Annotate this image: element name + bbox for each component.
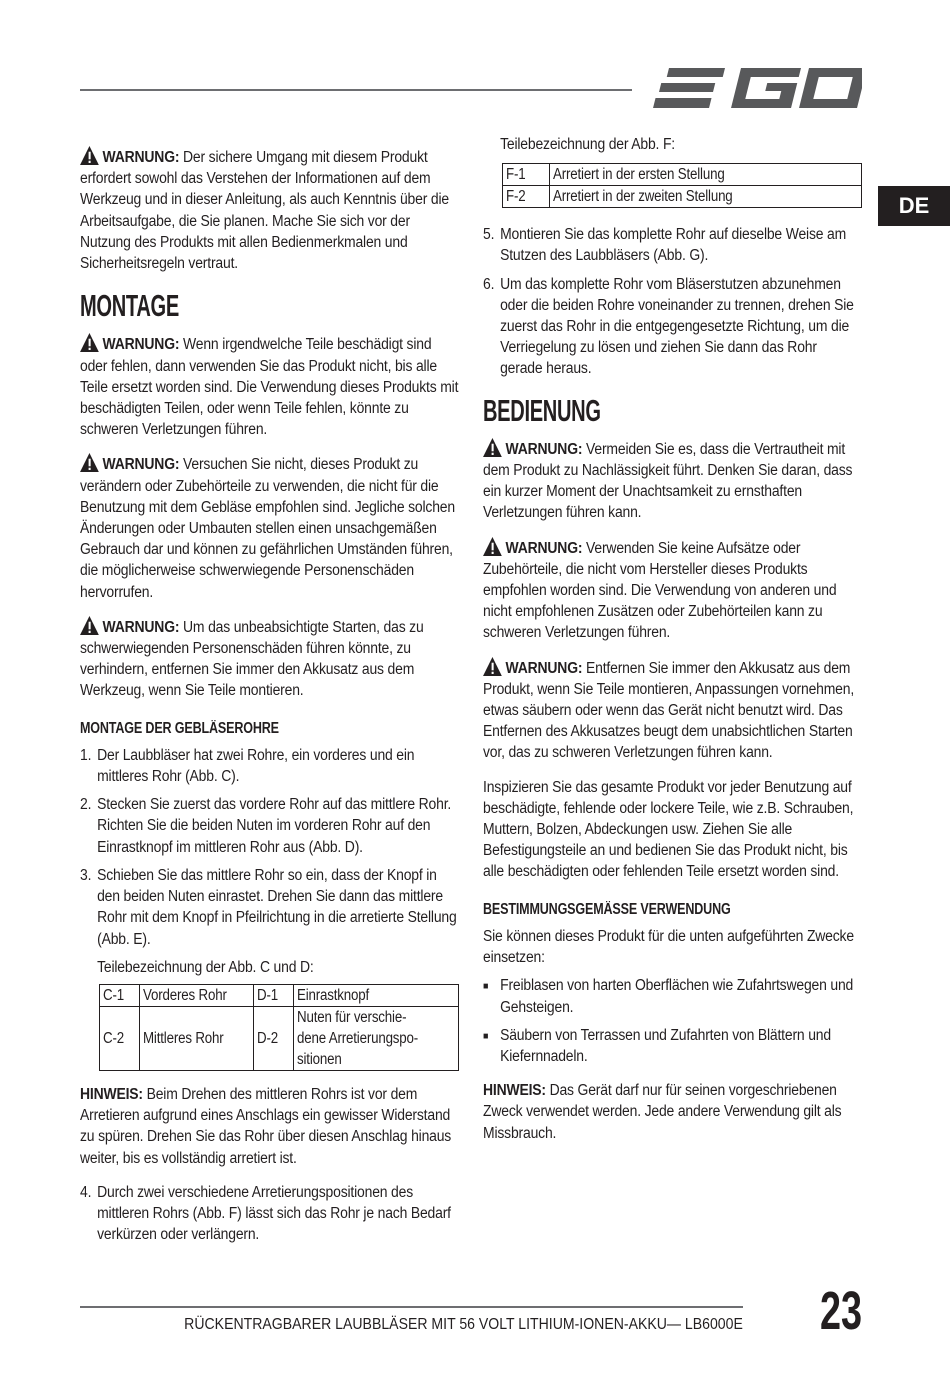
header-rule bbox=[80, 89, 632, 91]
page-number: 23 bbox=[819, 1281, 862, 1341]
table-row: C-1 Vorderes Rohr D-1 Einrastknopf bbox=[100, 984, 459, 1006]
warning-icon bbox=[80, 453, 99, 472]
list-item: 6. Um das komplette Rohr vom Bläserstutzen abzunehmen oder die beiden Rohre voneinander zu trennen, drehen Sie zuerst das Rohr in die entgegengesetzte Richtung, um die Verriegelung zu lösen und ziehen Sie dann das Rohr gerade heraus. bbox=[483, 275, 854, 378]
warning-icon bbox=[483, 438, 502, 457]
section-title-montage: MONTAGE bbox=[80, 288, 179, 324]
language-tab: DE bbox=[878, 186, 950, 226]
note-block: HINWEIS: Das Gerät darf nur für seinen vorgeschriebenen Zweck verwendet werden. Jede andere Verwendung gilt als Missbrauch. bbox=[483, 1082, 842, 1142]
list-item: 4. Durch zwei verschiedene Arretierungspositionen des mittleren Rohrs (Abb. F) lässt sich das Rohr je nach Bedarf verkürzen oder verlängern. bbox=[80, 1183, 451, 1244]
warning-block: WARNUNG: Um das unbeabsichtigte Starten, das zu schwerwiegenden Personenschäden führen könnte, zu verhindern, entfernen Sie immer den Akkusatz aus dem Werkzeug, wenn Sie Teile montieren. bbox=[80, 616, 460, 702]
bullet-item: ■ Freiblasen von harten Oberflächen wie Zufahrtswegen und Gehsteigen. bbox=[483, 977, 854, 1016]
right-column bbox=[483, 134, 863, 1144]
footer-title: RÜCKENTRAGBARER LAUBBLÄSER MIT 56 VOLT LITHIUM-IONEN-AKKU— LB6000E bbox=[184, 1316, 743, 1333]
note-block: HINWEIS: Beim Drehen des mittleren Rohrs ist vor dem Arretieren aufgrund eines Anschlags ein gewisser Widerstand zu spüren. Drehen Sie das Rohr über diesen Anschlag hinaus weiter, bis es vollständig arretiert ist. bbox=[80, 1085, 452, 1167]
bullet-item: ■ Säubern von Terrassen und Zufahrten von Blättern und Kiefernnadeln. bbox=[483, 1026, 831, 1065]
warning-block: WARNUNG: Entfernen Sie immer den Akkusatz aus dem Produkt, wenn Sie Teile montieren, Anpassungen vornehmen, etwas säubern oder wenn das Gerät nicht benutzt wird. Das Entfernen des Akkusatzes beugt dem unabsichtlichen Starten vor, das zu schweren Verletzungen führen kann. bbox=[483, 657, 863, 764]
table-caption: Teilebezeichnung der Abb. C und D: bbox=[97, 958, 314, 976]
list-item: 5. Montieren Sie das komplette Rohr auf dieselbe Weise am Stutzen des Laubbläsers (Abb. G). bbox=[483, 226, 847, 265]
table-row: C-2 Mittleres Rohr D-2 Nuten für verschie-dene Arretierungspo-sitionen bbox=[100, 1006, 459, 1070]
table-row: F-1 Arretiert in der ersten Stellung bbox=[503, 164, 862, 186]
use-intro: Sie können dieses Produkt für die unten aufgeführten Zwecke einsetzen: bbox=[483, 927, 854, 967]
table-row: F-2 Arretiert in der zweiten Stellung bbox=[503, 186, 862, 208]
inspect-paragraph: Inspizieren Sie das gesamte Produkt vor jeder Benutzung auf beschädigte, fehlende oder lockere Teile, wie z.B. Schrauben, Muttern, Bolzen, Abdeckungen usw. Ziehen Sie alle Befestigungsteile an und bedienen Sie das Produkt nicht, bis alle beschädigten oder fehlenden Teile ersetzt worden sind. bbox=[483, 778, 854, 881]
warning-block: WARNUNG: Verwenden Sie keine Aufsätze oder Zubehörteile, die nicht vom Hersteller dieses Produkts empfohlen worden sind. Die Verwendung von anderen und nicht empfohlenen Zusätzen oder Zubehörteilen kann zu schweren Verletzungen führen. bbox=[483, 537, 863, 644]
warning-block: WARNUNG: Vermeiden Sie es, dass die Vertrautheit mit dem Produkt zu Nachlässigkeit führt. Denken Sie daran, dass ein kurzer Moment der Unachtsamkeit zu ernsthaften Verletzungen führen kann. bbox=[483, 438, 863, 524]
footer-rule bbox=[80, 1306, 743, 1308]
list-item: 3. Schieben Sie das mittlere Rohr so ein, dass der Knopf in den beiden Nuten einrastet. Drehen Sie dann das mittlere Rohr mit dem Knopf in Pfeilrichtung in die arretierte Stellung (Abb. E). bbox=[80, 866, 457, 948]
parts-table-f bbox=[502, 163, 862, 208]
parts-table-cd bbox=[99, 984, 459, 1071]
list-item: 1. Der Laubbläser hat zwei Rohre, ein vorderes und ein mittleres Rohr (Abb. C). bbox=[80, 746, 415, 786]
warning-block: WARNUNG: Versuchen Sie nicht, dieses Produkt zu verändern oder Zubehörteile zu verwenden, die nicht für die Benutzung mit dem Gebläse empfohlen sind. Jegliche solchen Änderungen oder Umbauten stellen einen unsachgemäßen Gebrauch dar und können zu gefährlichen Umständen führen, die möglicherweise schwerwiegende Personenschäden hervorrufen. bbox=[80, 453, 460, 602]
warning-icon bbox=[80, 616, 99, 635]
warning-icon bbox=[80, 146, 99, 165]
warning-icon bbox=[80, 333, 99, 352]
ego-logo bbox=[652, 64, 862, 112]
warning-icon bbox=[483, 537, 502, 556]
subsection-title: MONTAGE DER GEBLÄSEROHRE bbox=[80, 719, 279, 737]
left-column bbox=[80, 146, 460, 1245]
list-item: 2. Stecken Sie zuerst das vordere Rohr auf das mittlere Rohr. Richten Sie die beiden Nuten im vorderen Rohr auf den Einrastknopf im mittleren Rohr aus (Abb. D). bbox=[80, 796, 452, 856]
warning-block: WARNUNG: Der sichere Umgang mit diesem Produkt erfordert sowohl das Verstehen der Informationen auf dem Werkzeug und in dieser Anleitung, als auch Kenntnis über die Arbeitsaufgabe, die Sie planen. Mache Sie sich vor der Nutzung des Produkts mit allen Bedienmerkmalen und Sicherheitsregeln vertraut. bbox=[80, 146, 460, 274]
table-caption: Teilebezeichnung der Abb. F: bbox=[500, 136, 675, 153]
warning-icon bbox=[483, 657, 502, 676]
section-title-bedienung: BEDIENUNG bbox=[483, 392, 601, 428]
warning-block: WARNUNG: Wenn irgendwelche Teile beschädigt sind oder fehlen, dann verwenden Sie das Produkt nicht, bis alle Teile ersetzt worden sind. Die Verwendung dieses Produkts mit beschädigten Teilen, oder wenn Teile fehlen, könnte zu schweren Verletzungen führen. bbox=[80, 333, 460, 440]
subsection-title: BESTIMMUNGSGEMÄSSE VERWENDUNG bbox=[483, 900, 731, 918]
